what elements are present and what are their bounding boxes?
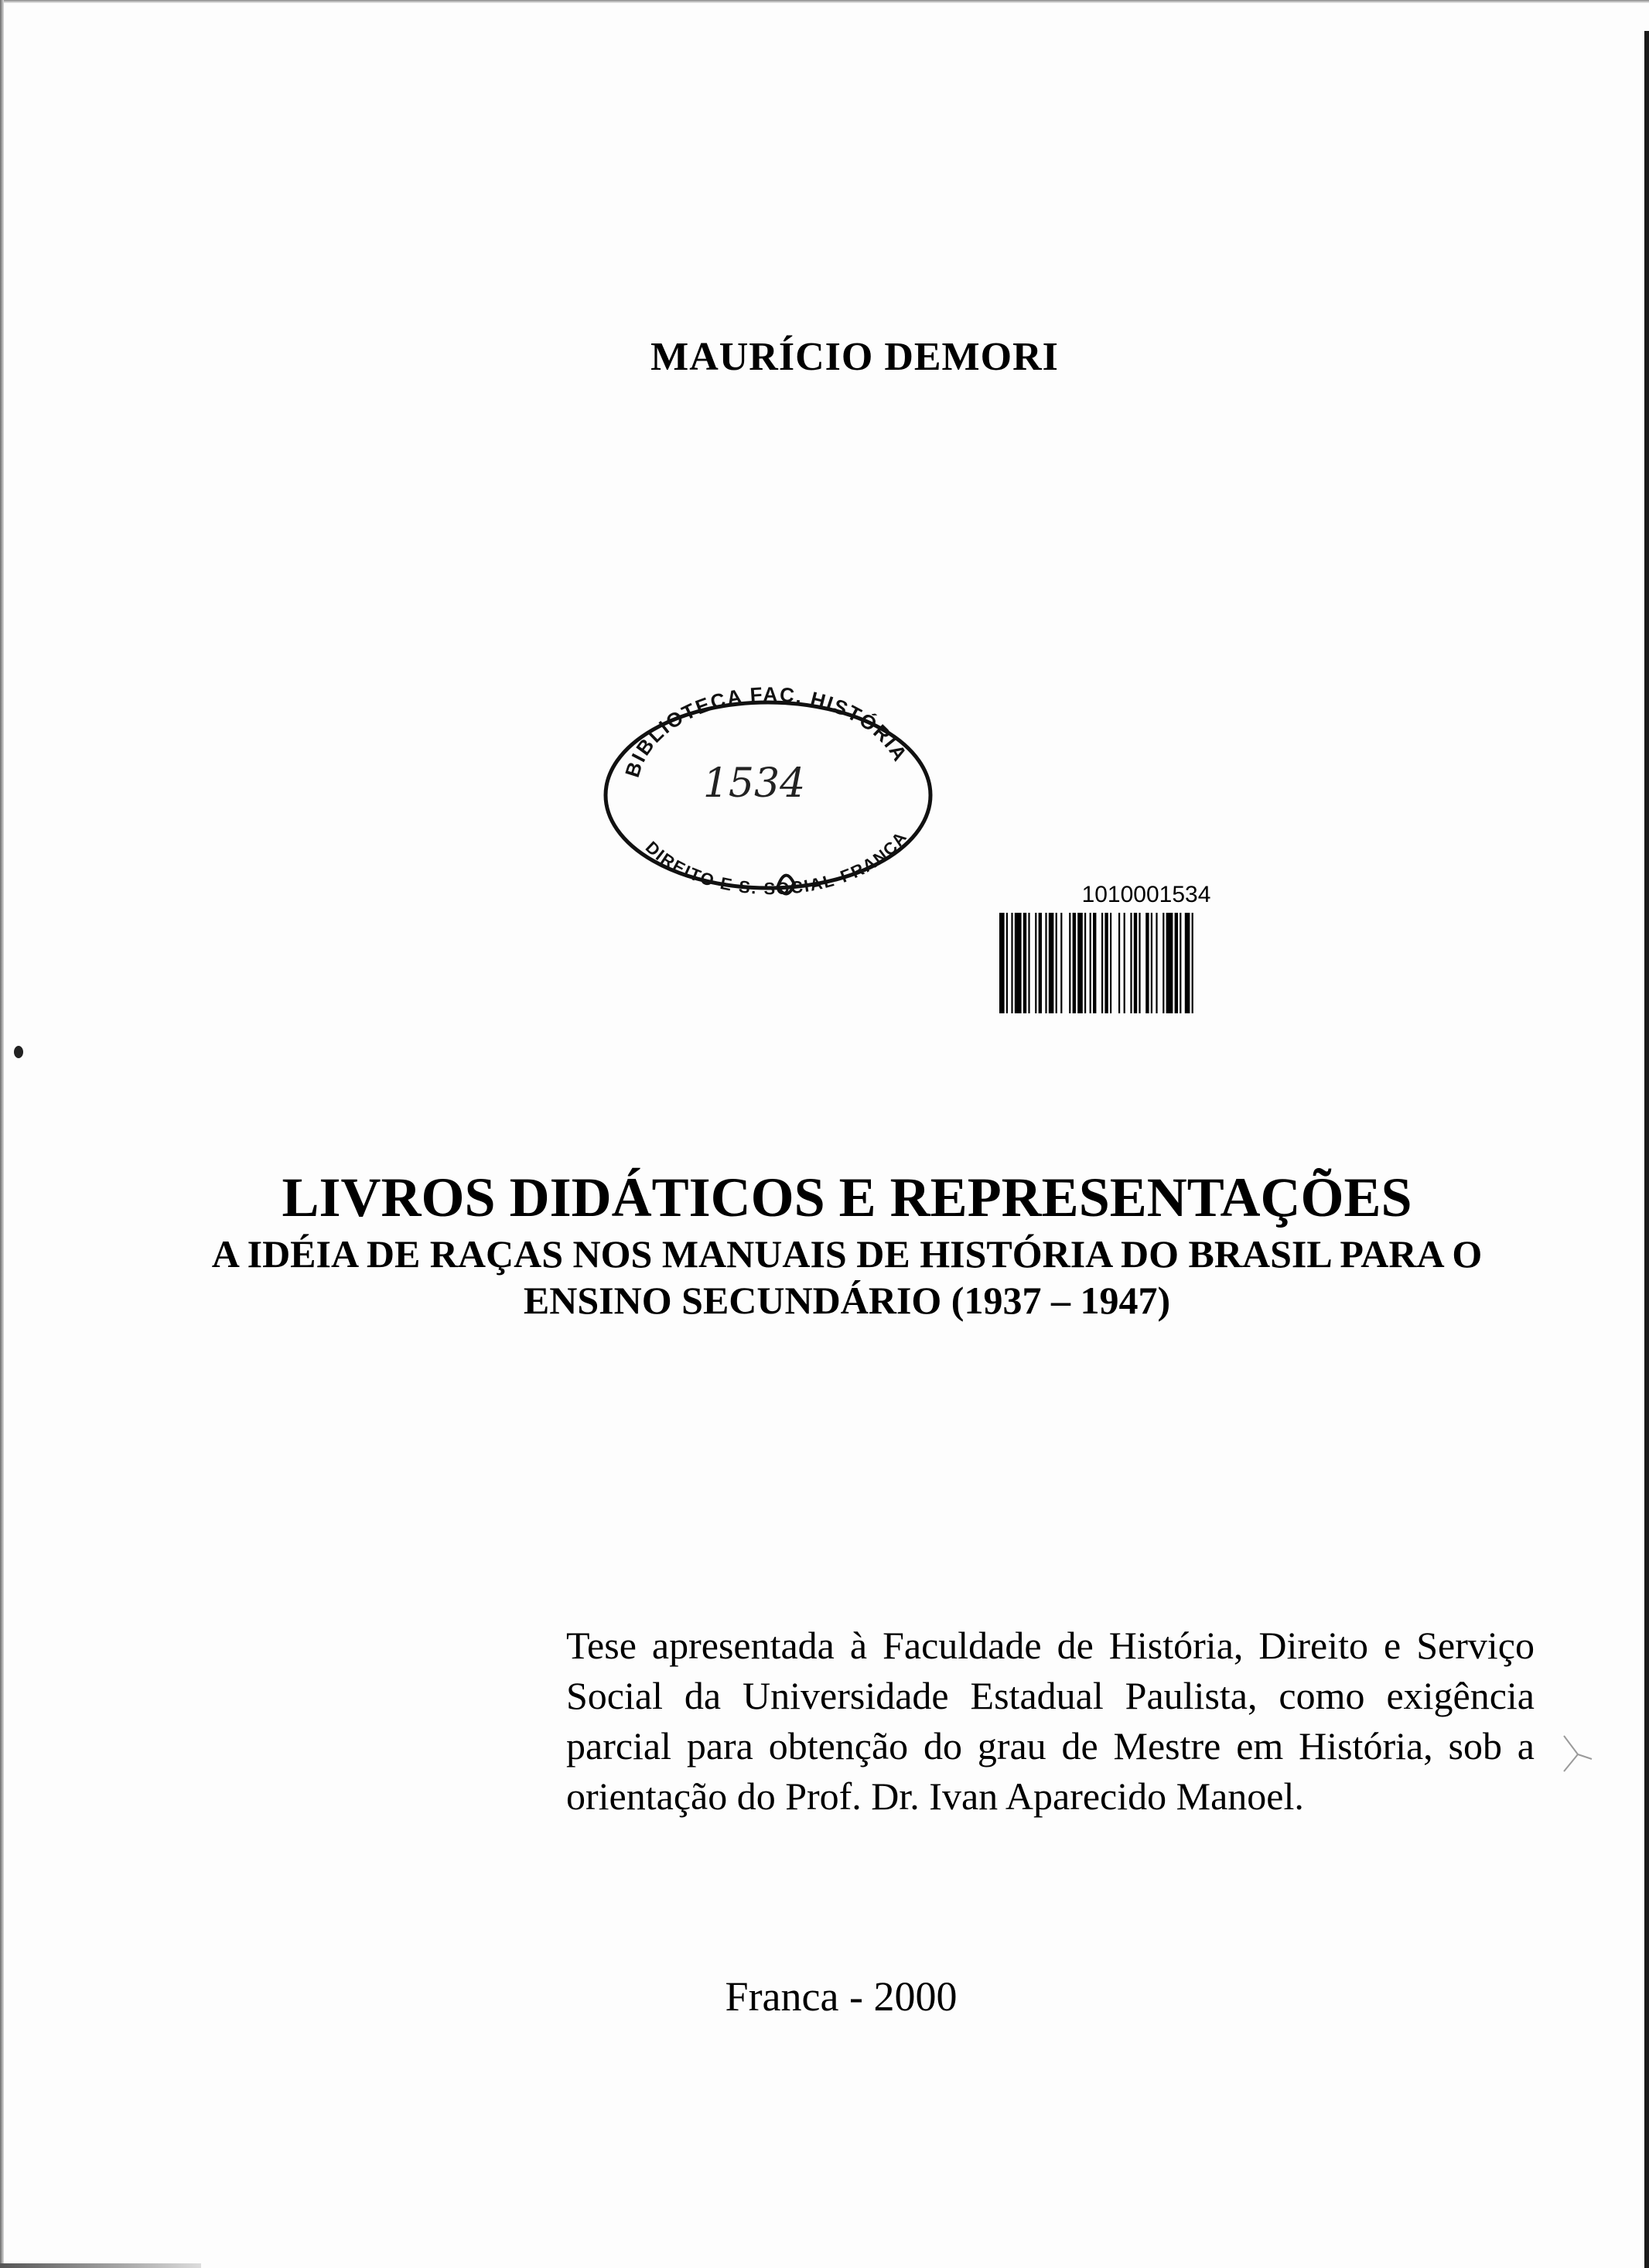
barcode-bar [1069, 913, 1070, 1013]
barcode-number: 1010001534 [1081, 882, 1211, 907]
stamp-arc-bottom: DIREITO E S. SOCIAL-FRANCA [641, 827, 911, 899]
barcode-bar [1015, 913, 1022, 1013]
barcode-bar [999, 913, 1005, 1013]
barcode-bar [1093, 913, 1096, 1013]
barcode-bar [1028, 913, 1029, 1013]
place-and-year: Franca - 2000 [725, 1973, 958, 2020]
barcode-bar [1104, 913, 1108, 1013]
barcode-bar [1145, 913, 1149, 1013]
barcode-bar [1180, 913, 1181, 1013]
barcode-bar [1090, 913, 1091, 1013]
barcode-bar [1023, 913, 1026, 1013]
stamp-arc-top: BIBLIOTECA FAC. HISTÓRIA [620, 682, 913, 780]
author-name: MAURÍCIO DEMORI [650, 335, 1059, 379]
stamp-handwritten-number: 1534 [702, 760, 806, 807]
barcode-bar [1045, 913, 1046, 1013]
margin-pencil-mark-icon [1561, 1733, 1595, 1774]
barcode-bar [1101, 913, 1103, 1013]
barcode-bar [1151, 913, 1152, 1013]
barcode-bar [1118, 913, 1120, 1013]
subtitle-line-2: ENSINO SECUNDÁRIO (1937 – 1947) [523, 1279, 1171, 1322]
barcode-block [999, 882, 1293, 1013]
barcode-bar [1134, 913, 1137, 1013]
barcode-bar [1156, 913, 1157, 1013]
barcode-bar [1049, 913, 1054, 1013]
barcode-bar [1073, 913, 1076, 1013]
main-title: LIVROS DIDÁTICOS E REPRESENTAÇÕES [282, 1166, 1412, 1228]
scan-edge-top [0, 0, 1649, 3]
barcode-bar [1185, 913, 1190, 1013]
barcode-bar [1077, 913, 1083, 1013]
barcode-bar [1110, 913, 1111, 1013]
barcode-bar [1139, 913, 1140, 1013]
barcode-bar [1175, 913, 1178, 1013]
barcode-bar [1192, 913, 1193, 1013]
barcode-bar [1056, 913, 1057, 1013]
barcode-bar [1006, 913, 1008, 1013]
scan-edge-bottom [0, 2263, 201, 2268]
barcode-icon [999, 913, 1293, 1013]
subtitle-line-1: A IDÉIA DE RAÇAS NOS MANUAIS DE HISTÓRIA DO BRASIL PARA O [211, 1232, 1483, 1276]
barcode-bar [1130, 913, 1132, 1013]
scan-speck [14, 1046, 23, 1058]
barcode-bar [1166, 913, 1173, 1013]
barcode-bar [1162, 913, 1164, 1013]
barcode-bar [1124, 913, 1125, 1013]
title-block [0, 1164, 1649, 1324]
barcode-bar [1035, 913, 1036, 1013]
barcode-bar [1084, 913, 1086, 1013]
thesis-statement: Tese apresentada à Faculdade de História, Direito e Serviço Social da Universidade Estadual Paulista, como exigência parcial para obtenção do grau de Mestre em História, sob a orientação do Prof. Dr. Ivan Aparecido Manoel. [566, 1624, 1535, 1818]
barcode-bar [1011, 913, 1012, 1013]
barcode-bar [1060, 913, 1062, 1013]
barcode-bar [1039, 913, 1042, 1013]
library-stamp-icon [592, 681, 940, 905]
